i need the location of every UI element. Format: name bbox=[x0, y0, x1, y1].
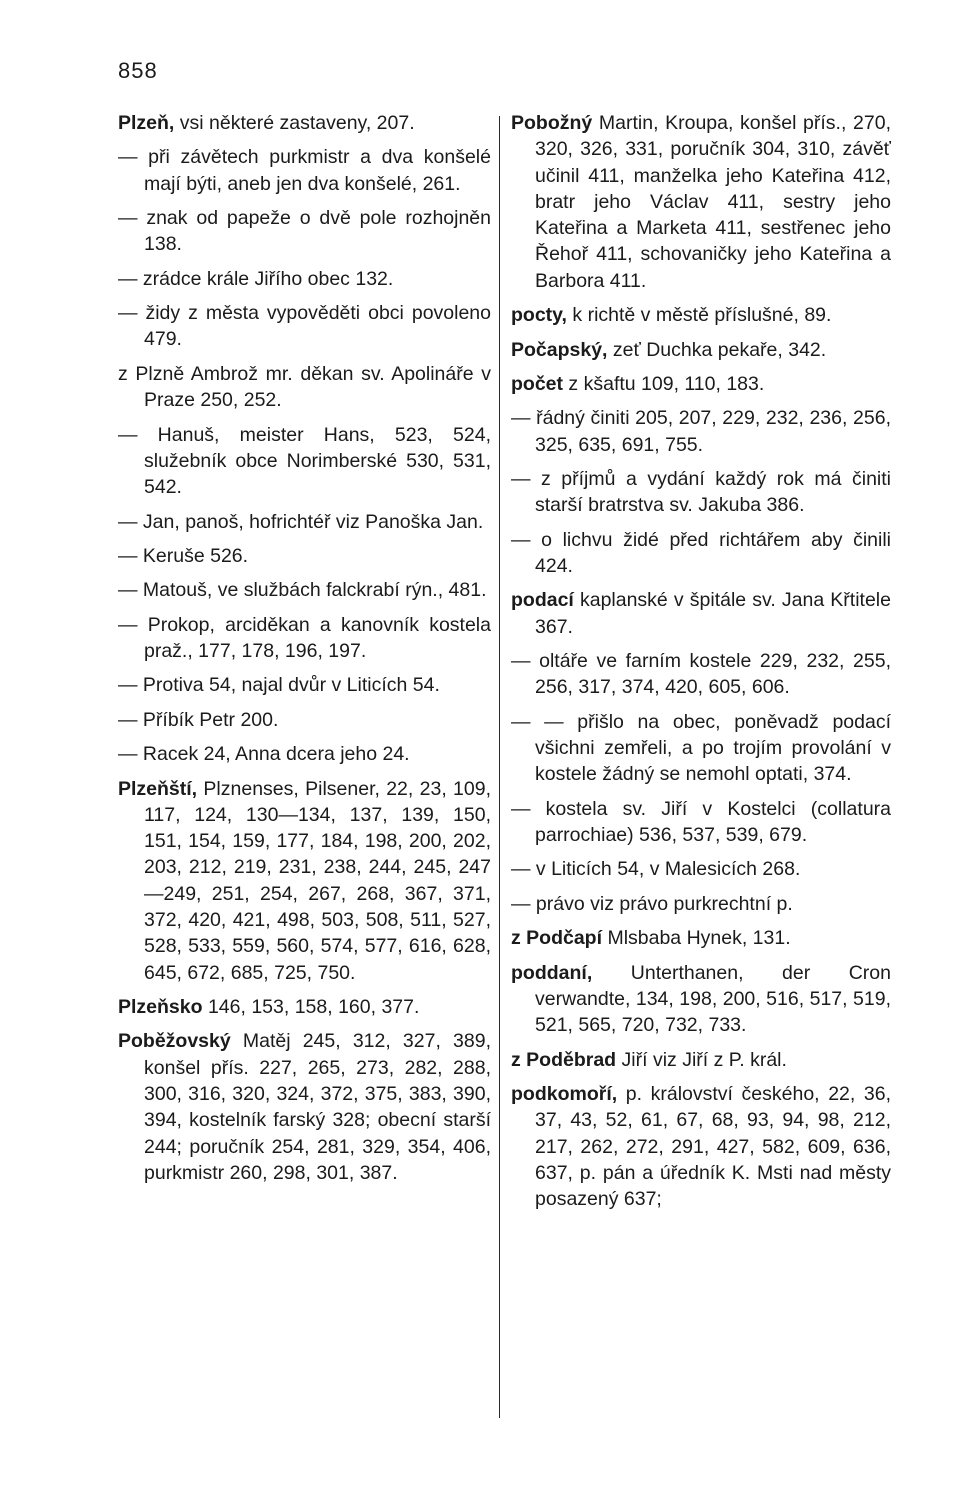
entry-text: — z příjmů a vydání každý rok má činiti starší bratrstva sv. Jakuba 386. bbox=[511, 468, 891, 517]
index-entry bbox=[511, 527, 891, 580]
index-entry bbox=[118, 543, 491, 569]
index-entry bbox=[511, 796, 891, 849]
entry-text: vsi některé zastaveny, 207. bbox=[174, 112, 415, 134]
entry-text: Martin, Kroupa, konšel přís., 270, 320, 326, 331, poručník 304, 310, závěť učinil 411, manželka jeho Kateřina 412, bratr jeho Václav 411, sestry jeho Kateřina a Marketa 411, sestřenec jeho Řehoř 411, schovaničky jeho Kateřina a Barbora 411. bbox=[535, 112, 891, 292]
entry-headword: Plzeň, bbox=[118, 112, 175, 134]
entry-text: Mlsbaba Hynek, 131. bbox=[602, 927, 791, 950]
entry-text: — řádný činiti 205, 207, 229, 232, 236, 256, 325, 635, 691, 755. bbox=[511, 407, 891, 456]
entry-text: — Hanuš, meister Hans, 523, 524, služebník obce Norimberské 530, 531, 542. bbox=[118, 423, 491, 499]
entry-text: — Protiva 54, najal dvůr v Liticích 54. bbox=[118, 674, 440, 697]
index-entry bbox=[511, 371, 891, 397]
entry-text: Unterthanen, der Cron verwandte, 134, 198, 200, 516, 517, 519, 521, 565, 720, 732, 733. bbox=[535, 961, 891, 1037]
index-column-left bbox=[118, 110, 491, 1194]
entry-text: k richtě v městě příslušné, 89. bbox=[566, 304, 832, 327]
index-entry bbox=[511, 1081, 891, 1212]
entry-text: Matěj 245, 312, 327, 389, konšel přís. 227, 265, 273, 282, 288, 300, 316, 320, 324, 372, 375, 383, 390, 394, kostelník farský 328; obecní starší 244; poručník 254, 281, 329, 354, 406, purkmistr 260, 298, 301, 387. bbox=[144, 1030, 491, 1184]
entry-headword: z Podčapí bbox=[511, 927, 603, 950]
entry-headword: poddaní, bbox=[511, 961, 593, 984]
index-entry bbox=[511, 925, 891, 951]
entry-text: Plznenses, Pilsener, 22, 23, 109, 117, 124, 130—134, 137, 139, 150, 151, 154, 159, 177, 184, 198, 200, 202, 203, 212, 219, 231, 238, 244, 245, 247—249, 251, 254, 267, 268, 367, 371, 372, 420, 421, 498, 503, 508, 511, 527, 528, 533, 559, 560, 574, 577, 616, 628, 645, 672, 685, 725, 750. bbox=[144, 777, 491, 984]
entry-text: — při závětech purkmistr a dva konšelé mají býti, aneb jen dva konšelé, 261. bbox=[118, 146, 491, 195]
index-entry bbox=[118, 300, 491, 353]
index-entry bbox=[118, 144, 491, 197]
index-entry bbox=[511, 405, 891, 458]
entry-text: — Jan, panoš, hofrichtéř viz Panoška Jan. bbox=[118, 510, 484, 533]
column-divider bbox=[499, 116, 500, 1418]
entry-text: 146, 153, 158, 160, 377. bbox=[202, 996, 420, 1019]
index-entry bbox=[511, 648, 891, 701]
index-entry bbox=[118, 205, 491, 258]
entry-text: — o lichvu židé před richtářem aby činili 424. bbox=[511, 528, 891, 578]
entry-text: zeť Duchka pekaře, 342. bbox=[607, 338, 827, 361]
index-entry bbox=[511, 302, 891, 328]
entry-text: — Keruše 526. bbox=[118, 544, 249, 567]
index-column-right bbox=[511, 110, 891, 1221]
index-entry bbox=[118, 110, 491, 136]
entry-text: — židy z města vypověděti obci povoleno 479. bbox=[118, 302, 491, 351]
entry-headword: počet bbox=[511, 372, 564, 395]
entry-text: kaplanské v špitále sv. Jana Křtitele 367. bbox=[535, 589, 891, 638]
page-number: 858 bbox=[118, 58, 158, 83]
entry-text: — znak od papeže o dvě pole rozhojněn 138. bbox=[118, 207, 491, 256]
index-entry bbox=[511, 709, 891, 788]
index-entry bbox=[118, 672, 491, 698]
index-entry bbox=[511, 1047, 891, 1073]
index-entry bbox=[511, 110, 891, 294]
entry-text: — zrádce krále Jiřího obec 132. bbox=[118, 267, 394, 290]
index-entry bbox=[118, 422, 491, 501]
index-entry bbox=[118, 741, 491, 767]
entry-headword: Plzeňští, bbox=[118, 777, 198, 800]
index-entry bbox=[118, 361, 491, 414]
entry-text: — Racek 24, Anna dcera jeho 24. bbox=[118, 743, 410, 766]
index-entry bbox=[118, 266, 491, 292]
entry-headword: podací bbox=[511, 589, 574, 612]
entry-headword: Poběžovský bbox=[118, 1030, 231, 1053]
entry-text: — Matouš, ve službách falckrabí rýn., 481. bbox=[118, 579, 487, 602]
index-entry bbox=[118, 776, 491, 986]
entry-text: — Příbík Petr 200. bbox=[118, 708, 279, 731]
index-entry bbox=[118, 707, 491, 733]
entry-headword: podkomoří, bbox=[511, 1083, 618, 1105]
index-entry bbox=[511, 466, 891, 519]
index-entry bbox=[118, 1028, 491, 1186]
entry-text: — — přišlo na obec, poněvadž podací všichni zemřeli, a po trojím provolání v kostele žádný se nemohl optati, 374. bbox=[511, 710, 891, 786]
index-entry bbox=[511, 587, 891, 640]
entry-headword: z Poděbrad bbox=[511, 1048, 617, 1071]
entry-headword: Pobožný bbox=[511, 112, 593, 134]
index-entry bbox=[511, 856, 891, 882]
entry-text: — Prokop, arciděkan a kanovník kostela praž., 177, 178, 196, 197. bbox=[118, 613, 491, 662]
entry-text: Jiří viz Jiří z P. král. bbox=[616, 1048, 787, 1071]
entry-text: p. království českého, 22, 36, 37, 43, 52, 61, 67, 68, 93, 94, 98, 212, 217, 262, 272, 291, 427, 582, 609, 636, 637, p. pán a úředník K. Msti nad městy posazený 637; bbox=[535, 1083, 891, 1211]
index-entry bbox=[511, 891, 891, 917]
entry-headword: Počapský, bbox=[511, 338, 608, 361]
entry-headword: Plzeňsko bbox=[118, 996, 203, 1019]
entry-text: — v Liticích 54, v Malesicích 268. bbox=[511, 858, 801, 881]
entry-text: — kostela sv. Jiří v Kostelci (collatura parrochiae) 536, 537, 539, 679. bbox=[511, 797, 891, 847]
index-entry bbox=[118, 612, 491, 665]
entry-text: — oltáře ve farním kostele 229, 232, 255, 256, 317, 374, 420, 605, 606. bbox=[511, 650, 891, 699]
entry-text: — právo viz právo purkrechtní p. bbox=[511, 892, 793, 915]
index-entry bbox=[511, 960, 891, 1039]
index-entry bbox=[511, 337, 891, 363]
entry-headword: pocty, bbox=[511, 304, 567, 327]
index-entry bbox=[118, 994, 491, 1020]
entry-text: z Plzně Ambrož mr. děkan sv. Apolináře v Praze 250, 252. bbox=[118, 362, 491, 412]
entry-text: z kšaftu 109, 110, 183. bbox=[563, 372, 765, 395]
index-entry bbox=[118, 577, 491, 603]
index-entry bbox=[118, 509, 491, 535]
